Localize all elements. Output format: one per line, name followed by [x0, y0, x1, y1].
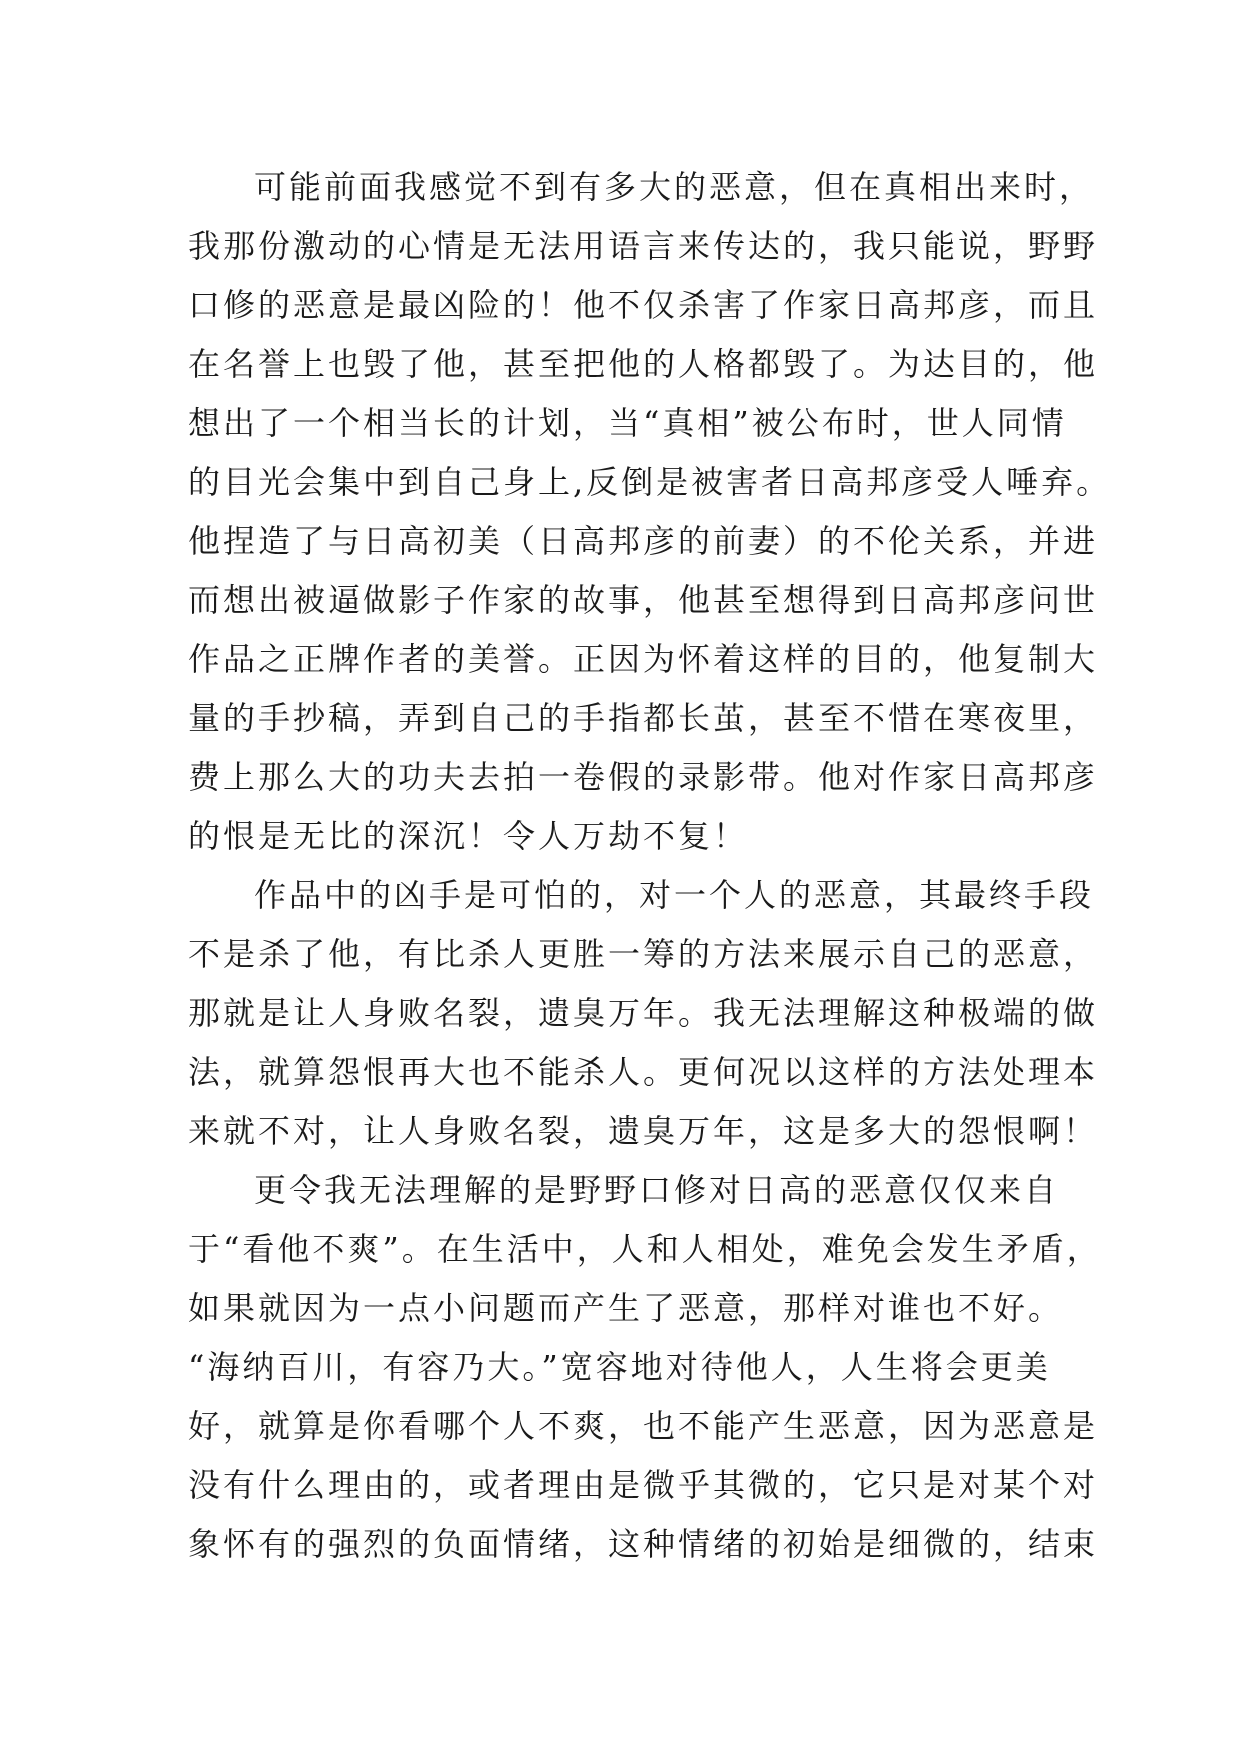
paragraph-3: [188, 1161, 1102, 1574]
paragraph-line: 法，就算怨恨再大也不能杀人。更何况以这样的方法处理本: [188, 1053, 1099, 1091]
paragraph-line: 费上那么大的功夫去拍一卷假的录影带。他对作家日高邦彦: [188, 758, 1099, 796]
paragraph-line: 如果就因为一点小问题而产生了恶意，那样对谁也不好。: [188, 1289, 1064, 1327]
paragraph-line: 口修的恶意是最凶险的！他不仅杀害了作家日高邦彦，而且: [188, 286, 1099, 324]
paragraph-line: 好，就算是你看哪个人不爽，也不能产生恶意，因为恶意是: [188, 1407, 1099, 1445]
paragraph-line: 作品中的凶手是可怕的，对一个人的恶意，其最终手段: [254, 876, 1095, 914]
paragraph-line: 不是杀了他，有比杀人更胜一筹的方法来展示自己的恶意，: [188, 935, 1099, 973]
paragraph-line: 可能前面我感觉不到有多大的恶意，但在真相出来时，: [254, 168, 1095, 206]
paragraph-line: 没有什么理由的，或者理由是微乎其微的，它只是对某个对: [188, 1466, 1099, 1504]
paragraph-1: [188, 158, 1112, 866]
document-body: [188, 158, 1112, 1574]
paragraph-line: 而想出被逼做影子作家的故事，他甚至想得到日高邦彦问世: [188, 581, 1099, 619]
paragraph-line: 作品之正牌作者的美誉。正因为怀着这样的目的，他复制大: [188, 640, 1099, 678]
paragraph-line: 量的手抄稿，弄到自己的手指都长茧，甚至不惜在寒夜里，: [188, 699, 1099, 737]
paragraph-line: “海纳百川，有容乃大。”宽容地对待他人，人生将会更美: [188, 1348, 1051, 1386]
paragraph-line: 来就不对，让人身败名裂，遗臭万年，这是多大的怨恨啊！: [188, 1112, 1099, 1150]
paragraph-line: 我那份激动的心情是无法用语言来传达的，我只能说，野野: [188, 227, 1099, 265]
paragraph-line: 那就是让人身败名裂，遗臭万年。我无法理解这种极端的做: [188, 994, 1099, 1032]
paragraph-line: 他捏造了与日高初美（日高邦彦的前妻）的不伦关系，并进: [188, 522, 1099, 560]
paragraph-line: 象怀有的强烈的负面情绪，这种情绪的初始是细微的，结束: [188, 1525, 1099, 1563]
paragraph-line: 的目光会集中到自己身上,反倒是被害者日高邦彦受人唾弃。: [188, 463, 1112, 501]
paragraph-2: [188, 866, 1099, 1161]
paragraph-line: 想出了一个相当长的计划，当“真相”被公布时，世人同情: [188, 404, 1067, 442]
paragraph-line: 的恨是无比的深沉！令人万劫不复！: [188, 817, 749, 855]
paragraph-line: 于“看他不爽”。在生活中，人和人相处，难免会发生矛盾，: [188, 1230, 1102, 1268]
paragraph-line: 更令我无法理解的是野野口修对日高的恶意仅仅来自: [254, 1171, 1060, 1209]
paragraph-line: 在名誉上也毁了他，甚至把他的人格都毁了。为达目的，他: [188, 345, 1099, 383]
